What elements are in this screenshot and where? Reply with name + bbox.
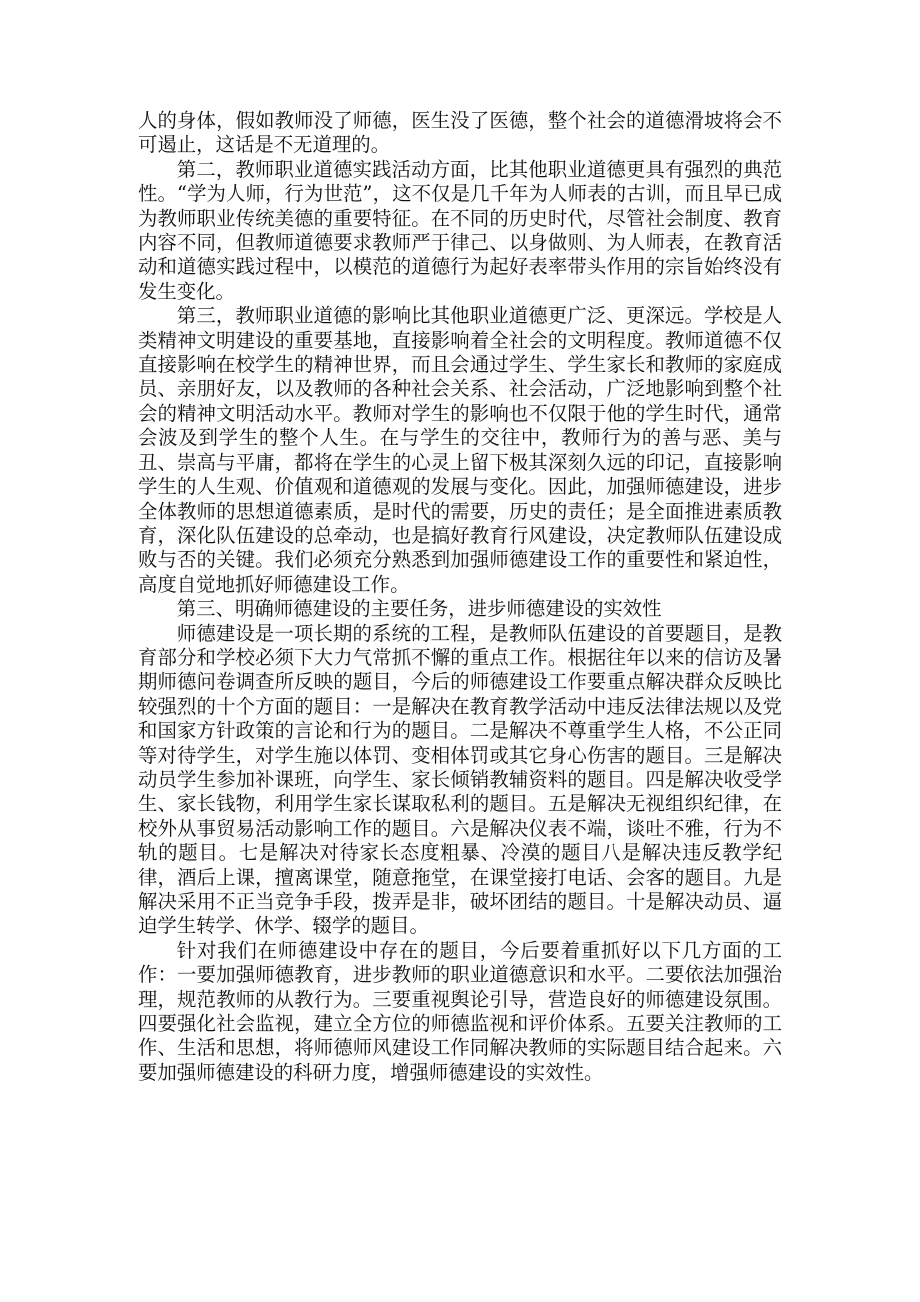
document-body bbox=[138, 109, 782, 1085]
paragraph-continuation: 人的身体，假如教师没了师德，医生没了医德，整个社会的道德滑坡将会不可遏止，这话是不无道理的。 bbox=[138, 109, 782, 157]
paragraph-second-point: 第二，教师职业道德实践活动方面，比其他职业道德更具有强烈的典范性。“学为人师，行为世范”，这不仅是几千年为人师表的古训，而且早已成为教师职业传统美德的重要特征。在不同的历史时代，尽管社会制度、教育内容不同，但教师道德要求教师严于律己、以身做则、为人师表，在教育活动和道德实践过程中，以模范的道德行为起好表率带头作用的宗旨始终没有发生变化。 bbox=[138, 157, 782, 303]
section-heading: 第三、明确师德建设的主要任务，进步师德建设的实效性 bbox=[176, 597, 662, 621]
paragraph-measures: 针对我们在师德建设中存在的题目，今后要着重抓好以下几方面的工作：一要加强师德教育，进步教师的职业道德意识和水平。二要依法加强治理，规范教师的从教行为。三要重视舆论引导，营造良好的师德建设氛围。四要强化社会监视，建立全方位的师德监视和评价体系。五要关注教师的工作、生活和思想，将师德师风建设工作同解决教师的实际题目结合起来。六要加强师德建设的科研力度，增强师德建设的实效性。 bbox=[138, 938, 782, 1084]
paragraph-third-point: 第三，教师职业道德的影响比其他职业道德更广泛、更深远。学校是人类精神文明建设的重要基地，直接影响着全社会的文明程度。教师道德不仅直接影响在校学生的精神世界，而且会通过学生、学生家长和教师的家庭成员、亲朋好友，以及教师的各种社会关系、社会活动，广泛地影响到整个社会的精神文明活动水平。教师对学生的影响也不仅限于他的学生时代，通常会波及到学生的整个人生。在与学生的交往中，教师行为的善与恶、美与丑、崇高与平庸，都将在学生的心灵上留下极其深刻久远的印记，直接影响学生的人生观、价值观和道德观的发展与变化。因此，加强师德建设，进步全体教师的思想道德素质，是时代的需要，历史的责任；是全面推进素质教育，深化队伍建设的总牵动，也是搞好教育行风建设，决定教师队伍建设成败与否的关键。我们必须充分熟悉到加强师德建设工作的重要性和紧迫性，高度自觉地抓好师德建设工作。 bbox=[138, 304, 782, 596]
paragraph-tasks: 师德建设是一项长期的系统的工程，是教师队伍建设的首要题目，是教育部分和学校必须下大力气常抓不懈的重点工作。根据往年以来的信访及暑期师德问卷调查所反映的题目，今后的师德建设工作要重点解决群众反映比较强烈的十个方面的题目：一是解决在教育教学活动中违反法律法规以及党和国家方针政策的言论和行为的题目。二是解决不尊重学生人格，不公正同等对待学生，对学生施以体罚、变相体罚或其它身心伤害的题目。三是解决动员学生参加补课班，向学生、家长倾销教辅资料的题目。四是解决收受学生、家长钱物，利用学生家长谋取私利的题目。五是解决无视组织纪律，在校外从事贸易活动影响工作的题目。六是解决仪表不端，谈吐不雅，行为不轨的题目。七是解决对待家长态度粗暴、冷漠的题目八是解决违反教学纪律，酒后上课，擅离课堂，随意拖堂，在课堂接打电话、会客的题目。九是解决采用不正当竞争手段，拨弄是非，破坏团结的题目。十是解决动员、逼迫学生转学、休学、辍学的题目。 bbox=[138, 621, 782, 938]
